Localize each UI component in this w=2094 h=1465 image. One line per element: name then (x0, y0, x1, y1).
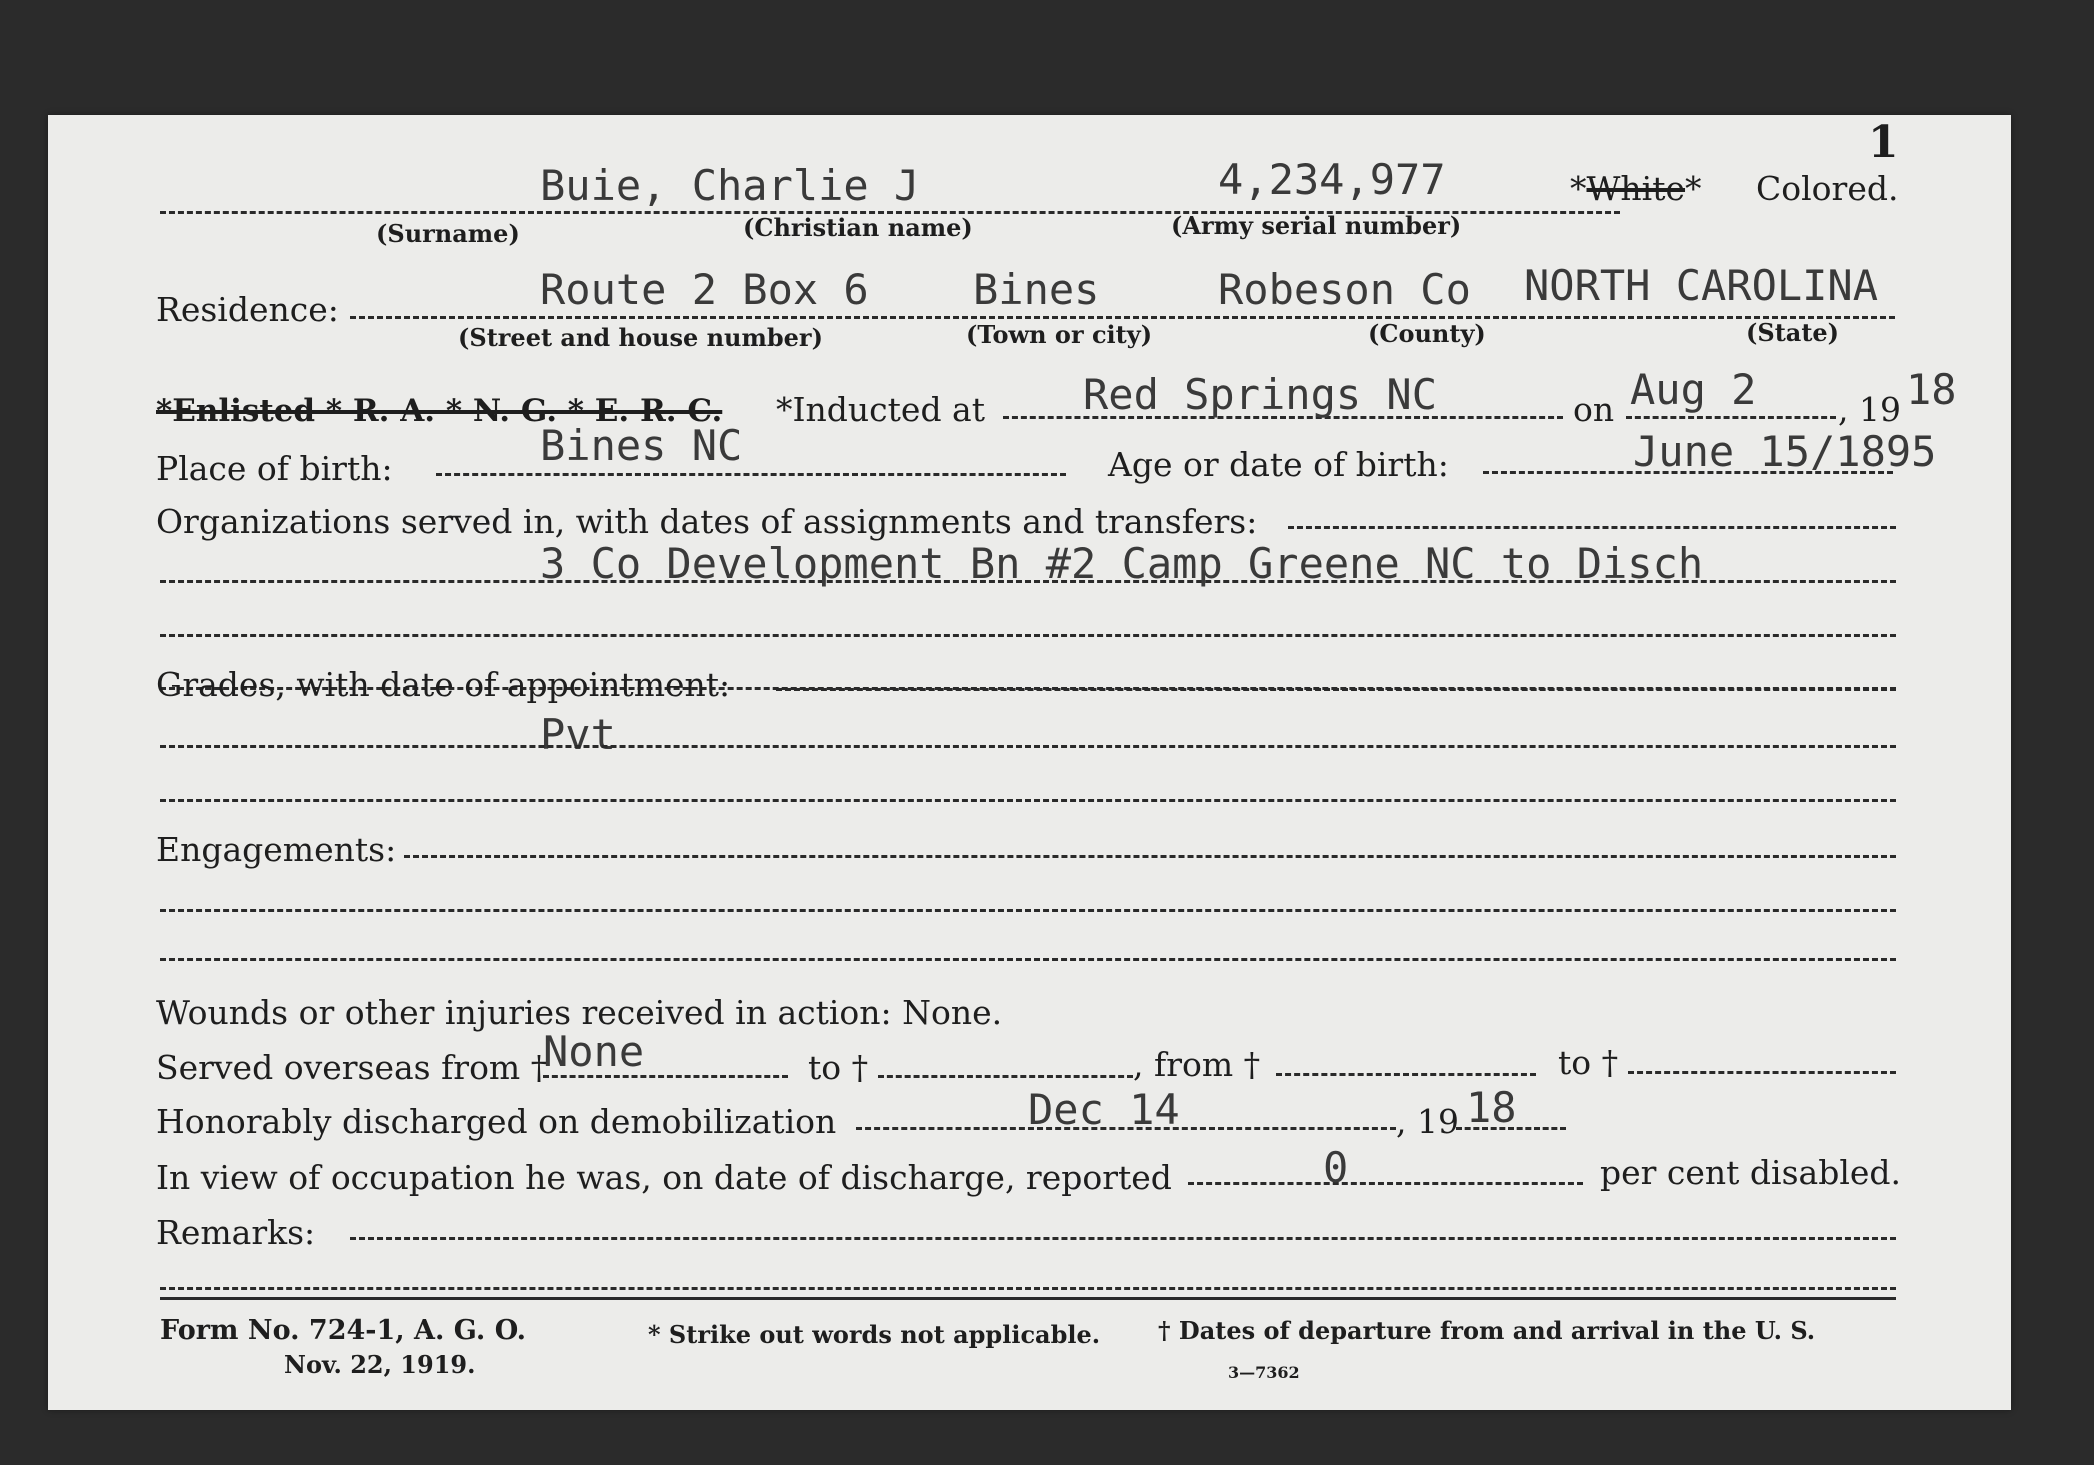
inducted-year-prefix: , 19 (1838, 390, 1901, 429)
remarks-line-2 (160, 1287, 1896, 1290)
discharge-year-prefix: , 19 (1396, 1102, 1459, 1141)
age-label: Age or date of birth: (1108, 445, 1449, 484)
footer-form: Form No. 724-1, A. G. O. (160, 1315, 527, 1346)
race-white: *White* (1570, 169, 1702, 208)
grades-line-2 (160, 745, 1896, 748)
enlistment-strikeout: *Enlisted * R. A. * N. G. * E. R. C. (156, 393, 723, 429)
footer-strike-note: * Strike out words not applicable. (648, 1320, 1101, 1349)
race-colored: Colored. (1756, 169, 1899, 208)
overseas-from2-line (1276, 1073, 1536, 1076)
remarks-label: Remarks: (156, 1213, 316, 1252)
inducted-date-line (1626, 416, 1836, 419)
remarks-line-1 (350, 1237, 1896, 1240)
inducted-year: 18 (1906, 365, 1957, 414)
grades-line-3 (160, 799, 1896, 802)
engagements-line-2 (160, 909, 1896, 912)
wounds-text: Wounds or other injuries received in action: None. (156, 993, 1003, 1032)
residence-street: Route 2 Box 6 (540, 265, 869, 314)
surname-caption: (Surname) (376, 219, 520, 248)
discharge-date: Dec 14 (1028, 1085, 1180, 1134)
serial-value: 4,234,977 (1218, 155, 1446, 204)
christian-caption: (Christian name) (743, 213, 973, 242)
service-record-card (48, 115, 2011, 1410)
discharge-year: 18 (1466, 1083, 1517, 1132)
disability-label: In view of occupation he was, on date of discharge, reported (156, 1158, 1172, 1197)
engagements-line-3 (160, 958, 1896, 961)
disability-suffix: per cent disabled. (1600, 1153, 1902, 1192)
grades-value: Pvt (540, 710, 616, 759)
organizations-line-1 (1288, 526, 1896, 529)
street-caption: (Street and house number) (458, 323, 823, 352)
name-value: Buie, Charlie J (540, 161, 920, 210)
state-caption: (State) (1746, 318, 1840, 347)
engagements-line-1 (404, 855, 1896, 858)
birth-place: Bines NC (540, 421, 743, 470)
birth-place-label: Place of birth: (156, 449, 393, 488)
overseas-label: Served overseas from † (156, 1048, 548, 1087)
residence-label: Residence: (156, 290, 339, 329)
overseas-to-label: to † (808, 1048, 869, 1087)
organizations-value: 3 Co Development Bn #2 Camp Greene NC to Disch (540, 539, 1704, 588)
on-label: on (1573, 390, 1615, 429)
overseas-from2-label: , from † (1133, 1045, 1261, 1084)
engagements-label: Engagements: (156, 830, 397, 869)
footer-dates-note: † Dates of departure from and arrival in the U. S. (1158, 1316, 1816, 1345)
serial-caption: (Army serial number) (1171, 211, 1462, 240)
disability-line (1188, 1182, 1583, 1185)
inducted-date: Aug 2 (1630, 365, 1757, 414)
inducted-label: *Inducted at (776, 390, 985, 429)
overseas-from-value: None (543, 1027, 645, 1076)
grades-label: Grades, with date of appointment: (156, 665, 731, 704)
card-number: 1 (1868, 117, 1899, 168)
county-caption: (County) (1368, 319, 1486, 348)
discharge-label: Honorably discharged on demobilization (156, 1102, 837, 1141)
footer-date: Nov. 22, 1919. (284, 1350, 476, 1379)
disability-value: 0 (1323, 1143, 1349, 1192)
overseas-to-line (878, 1075, 1133, 1078)
birth-place-line (436, 473, 1066, 476)
organizations-label: Organizations served in, with dates of assignments and transfers: (156, 502, 1258, 541)
town-caption: (Town or city) (966, 320, 1153, 349)
footer-rule (160, 1297, 1896, 1300)
overseas-to2-label: to † (1558, 1043, 1619, 1082)
footer-print-code: 3—7362 (1228, 1363, 1300, 1382)
residence-town: Bines (973, 265, 1100, 314)
organizations-line-3 (160, 634, 1896, 637)
birth-date: June 15/1895 (1633, 427, 1937, 476)
residence-county: Robeson Co (1218, 265, 1471, 314)
overseas-to2-line (1628, 1071, 1896, 1074)
residence-line (350, 316, 1895, 319)
residence-state: NORTH CAROLINA (1524, 261, 1879, 310)
inducted-place: Red Springs NC (1083, 370, 1438, 419)
grades-line-1 (776, 688, 1896, 691)
